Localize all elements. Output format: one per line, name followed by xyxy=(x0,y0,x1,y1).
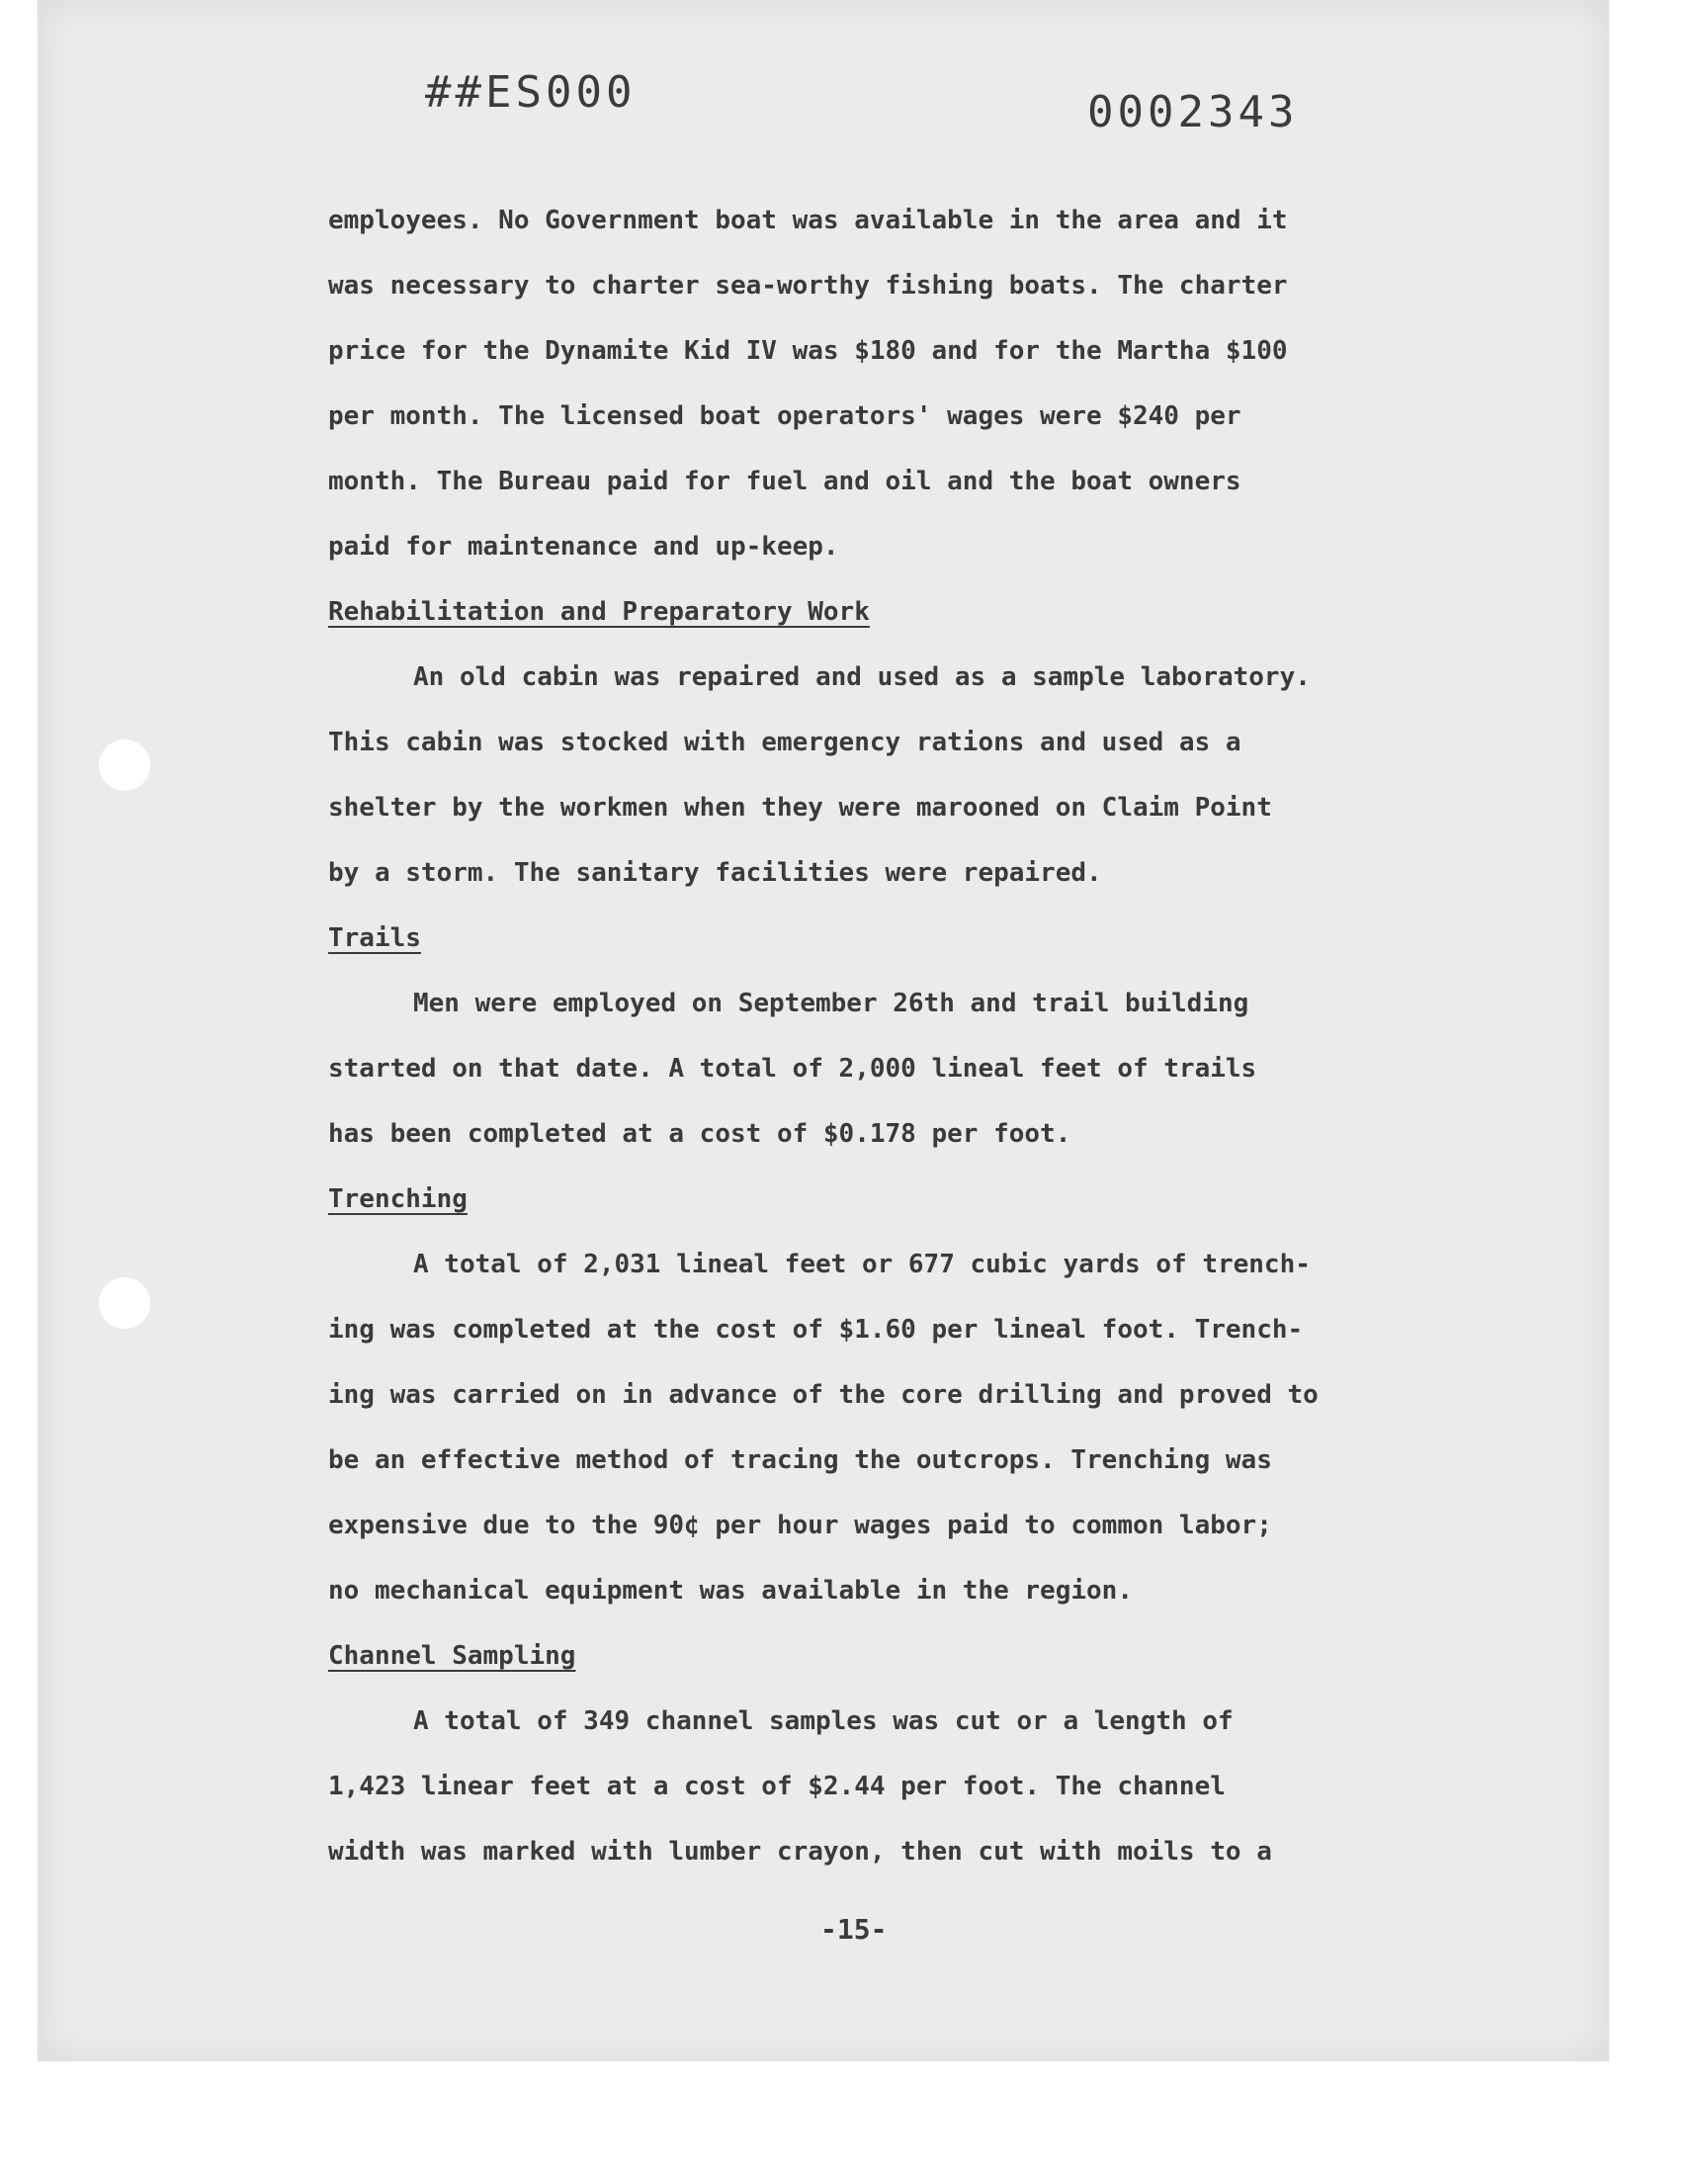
text-line: A total of 349 channel samples was cut or a length of xyxy=(413,1706,1234,1736)
text-line: shelter by the workmen when they were marooned on Claim Point xyxy=(328,793,1272,823)
section-heading-trenching: Trenching xyxy=(328,1184,468,1214)
text-line: A total of 2,031 lineal feet or 677 cubic yards of trench- xyxy=(413,1250,1311,1279)
punch-hole-top xyxy=(99,740,150,791)
text-line: paid for maintenance and up-keep. xyxy=(328,532,839,562)
text-line: employees. No Government boat was available in the area and it xyxy=(328,206,1288,235)
text-line: 1,423 linear feet at a cost of $2.44 per foot. The channel xyxy=(328,1772,1226,1801)
text-line: An old cabin was repaired and used as a sample laboratory. xyxy=(413,662,1311,692)
text-line: This cabin was stocked with emergency rations and used as a xyxy=(328,728,1241,757)
text-line: no mechanical equipment was available in the region. xyxy=(328,1576,1133,1606)
text-line: price for the Dynamite Kid IV was $180 and for the Martha $100 xyxy=(328,336,1288,366)
section-heading-rehabilitation: Rehabilitation and Preparatory Work xyxy=(328,597,870,627)
punch-hole-bottom xyxy=(99,1277,150,1329)
text-line: per month. The licensed boat operators' wages were $240 per xyxy=(328,401,1241,431)
document-body xyxy=(328,188,1396,1884)
stamp-number-right: 0002343 xyxy=(1087,87,1299,137)
text-line: expensive due to the 90¢ per hour wages paid to common labor; xyxy=(328,1511,1272,1540)
page-number: -15- xyxy=(820,1913,888,1946)
text-line: started on that date. A total of 2,000 lineal feet of trails xyxy=(328,1054,1257,1084)
text-line: ing was completed at the cost of $1.60 per lineal foot. Trench- xyxy=(328,1315,1304,1345)
text-line: by a storm. The sanitary facilities were repaired. xyxy=(328,858,1102,888)
section-heading-channel-sampling: Channel Sampling xyxy=(328,1641,576,1671)
text-line: month. The Bureau paid for fuel and oil and the boat owners xyxy=(328,467,1241,496)
text-line: ing was carried on in advance of the core drilling and proved to xyxy=(328,1380,1319,1410)
section-heading-trails: Trails xyxy=(328,923,421,953)
text-line: width was marked with lumber crayon, then cut with moils to a xyxy=(328,1837,1272,1867)
text-line: was necessary to charter sea-worthy fishing boats. The charter xyxy=(328,271,1288,301)
text-line: be an effective method of tracing the outcrops. Trenching was xyxy=(328,1445,1272,1475)
stamp-number-left: ##ES000 xyxy=(425,67,637,118)
text-line: has been completed at a cost of $0.178 per foot. xyxy=(328,1119,1071,1149)
text-line: Men were employed on September 26th and trail building xyxy=(413,989,1249,1018)
